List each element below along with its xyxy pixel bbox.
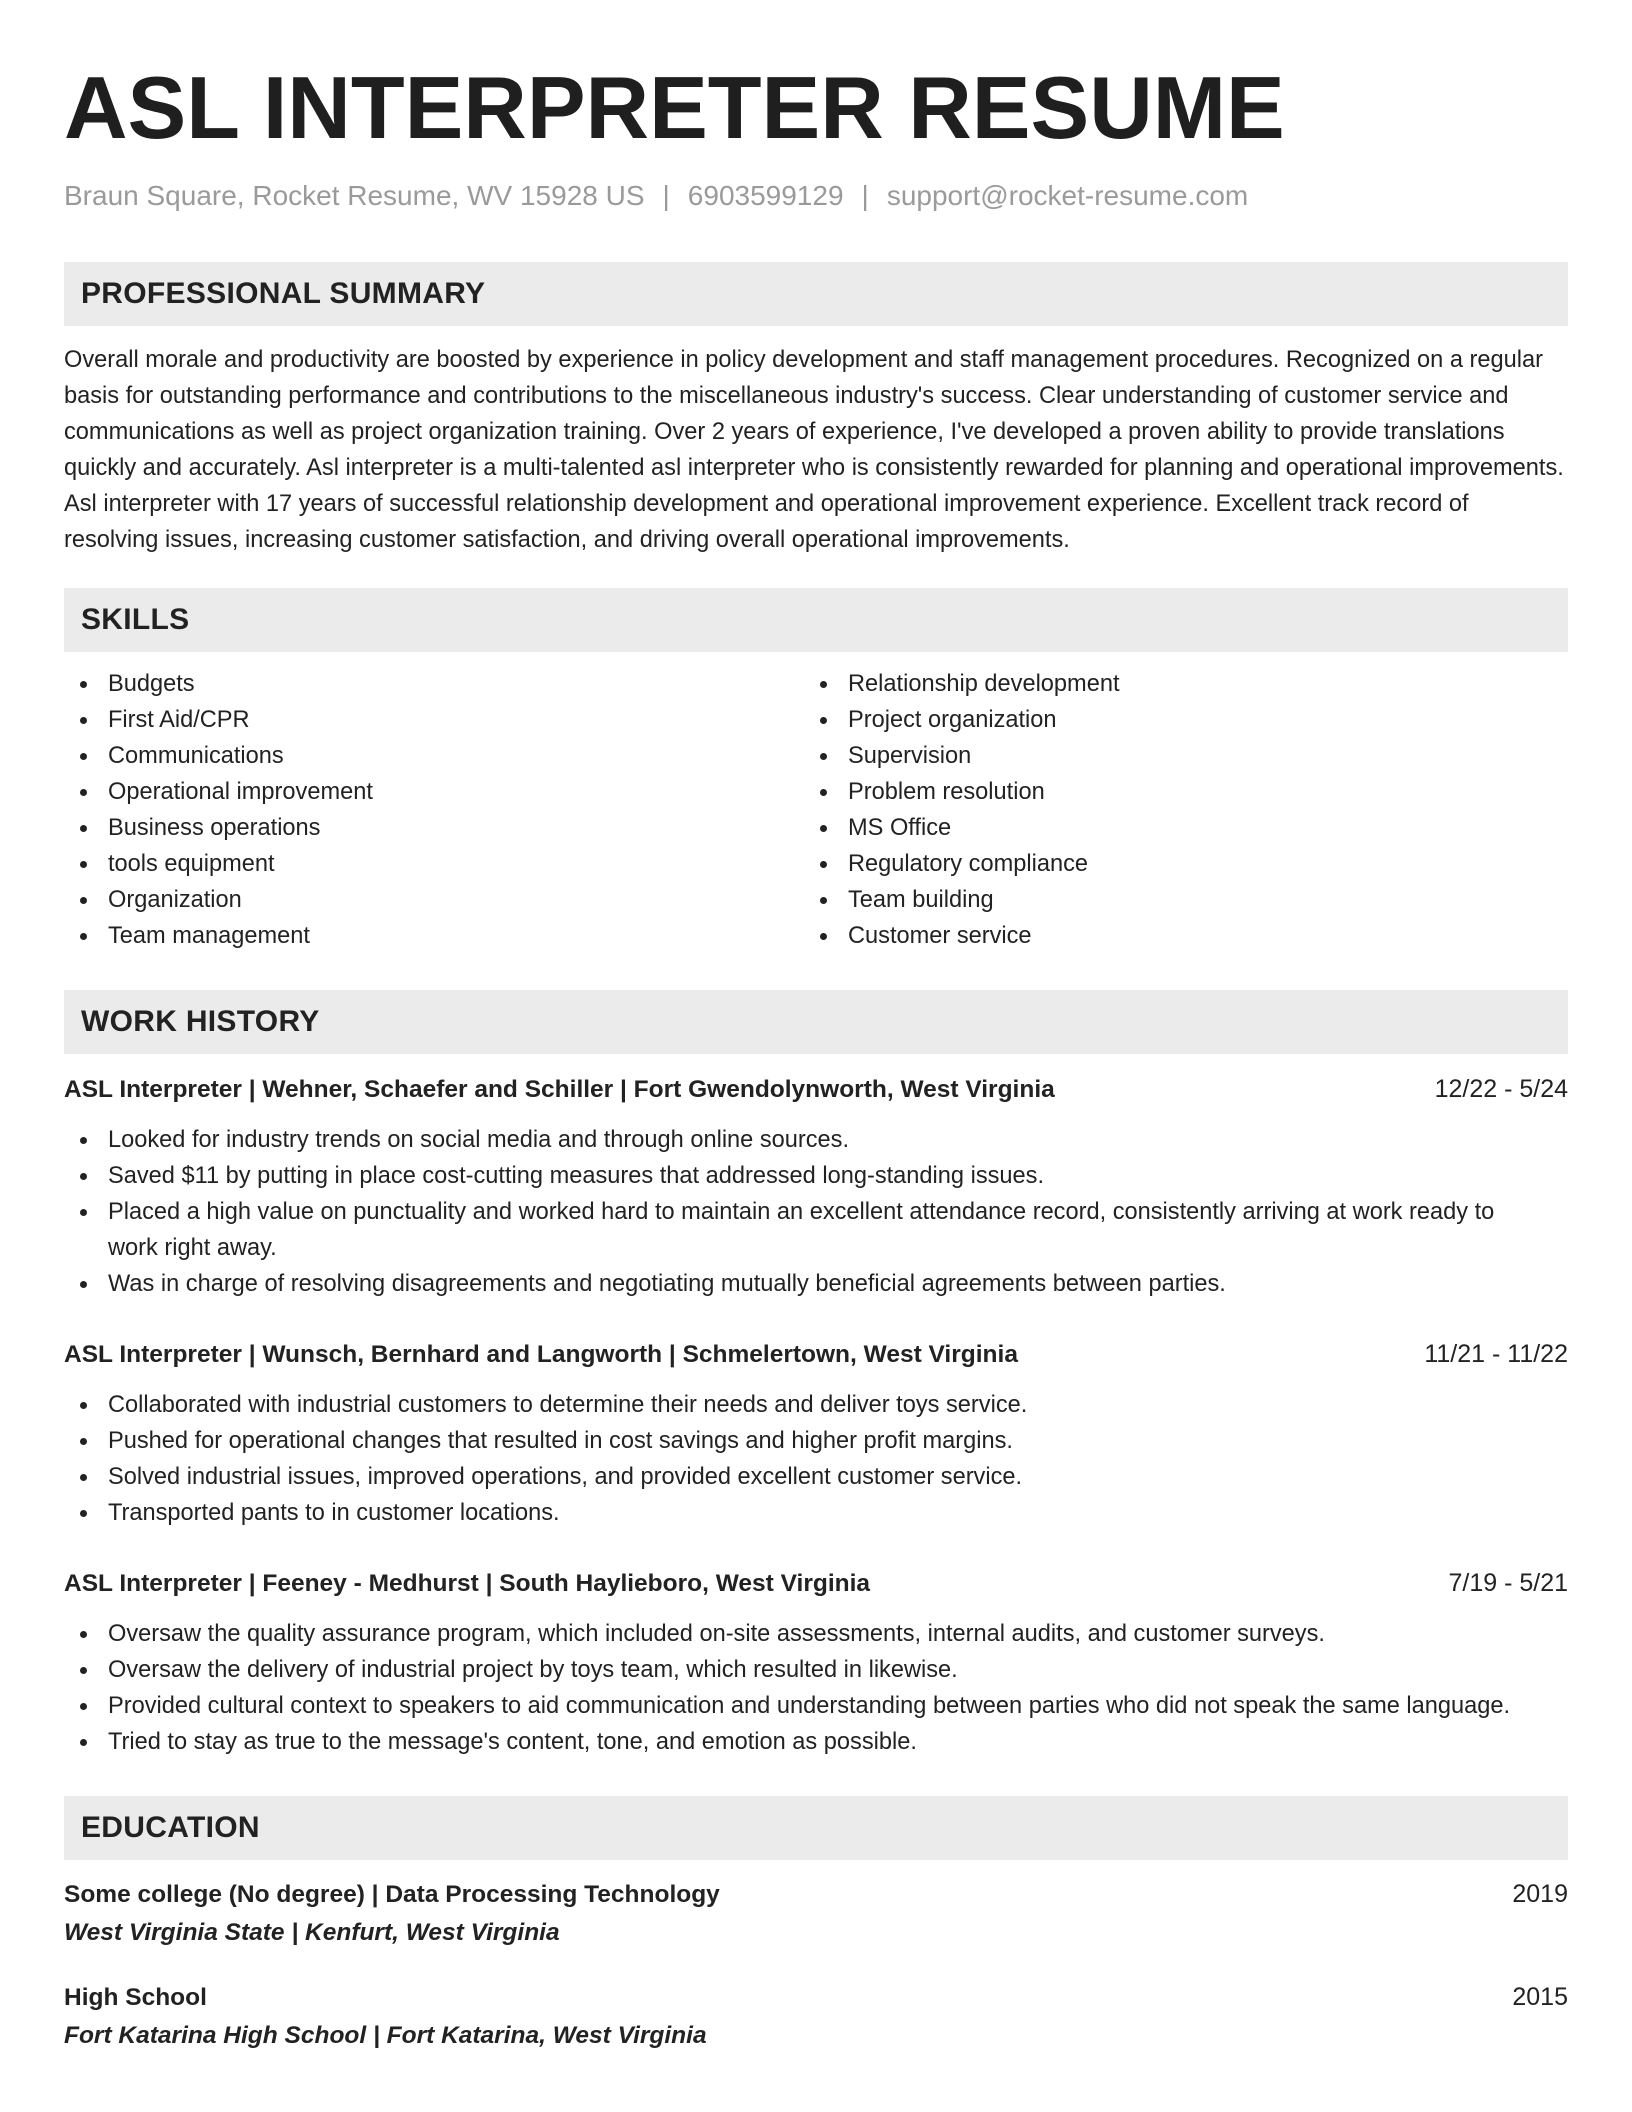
summary-text: Overall morale and productivity are boosted by experience in policy development and staff management procedures. Recognized on a regular basis for outstanding performance and contributions to the miscellaneous industry's success. Clear understanding of customer service and communications as well as project organization training. Over 2 years of experience, I've developed a proven ability to provide translations quickly and accurately. Asl interpreter is a multi-talented asl interpreter who is consistently rewarded for planning and operational improvements. Asl interpreter with 17 years of successful relationship development and operational improvement experience. Excellent track record of resolving issues, increasing customer satisfaction, and driving overall operational improvements. [64, 347, 1564, 553]
skill-item: Business operations [64, 810, 804, 846]
job-entry [64, 1336, 1568, 1531]
contact-address: Braun Square, Rocket Resume, WV 15928 US [64, 180, 645, 211]
skills-column-right [804, 666, 1544, 954]
education-header [64, 1979, 1568, 2016]
contact-separator: | [662, 180, 670, 211]
skill-item: Budgets [64, 666, 804, 702]
job-bullet: Placed a high value on punctuality and worked hard to maintain an excellent attendance record, consistently arriving at work ready to work right away. [64, 1194, 1568, 1266]
education-school: West Virginia State | Kenfurt, West Virginia [64, 1919, 560, 1946]
job-bullet: Solved industrial issues, improved operations, and provided excellent customer service. [64, 1459, 1568, 1495]
job-header [64, 1565, 1568, 1602]
skill-item: Team management [64, 918, 804, 954]
job-bullet: Oversaw the delivery of industrial project by toys team, which resulted in likewise. [64, 1652, 1568, 1688]
job-dates: 7/19 - 5/21 [1448, 1569, 1568, 1597]
skill-item: Relationship development [804, 666, 1544, 702]
education-degree: High School [64, 1984, 207, 2011]
resume-title: ASL INTERPRETER RESUME [64, 58, 1285, 157]
education-heading: EDUCATION [64, 1796, 1568, 1860]
skill-item: Regulatory compliance [804, 846, 1544, 882]
job-entry [64, 1565, 1568, 1760]
job-title: ASL Interpreter | Wehner, Schaefer and Schiller | Fort Gwendolynworth, West Virginia [64, 1076, 1055, 1103]
skill-item: Project organization [804, 702, 1544, 738]
skill-item: Organization [64, 882, 804, 918]
contact-phone: 6903599129 [687, 180, 844, 211]
skills-list [64, 666, 1568, 954]
skill-item: Operational improvement [64, 774, 804, 810]
skill-item: Communications [64, 738, 804, 774]
job-bullet: Looked for industry trends on social media and through online sources. [64, 1122, 1568, 1158]
education-year: 2019 [1512, 1880, 1568, 1908]
skill-item: Supervision [804, 738, 1544, 774]
education-degree: Some college (No degree) | Data Processing Technology [64, 1881, 720, 1908]
job-header [64, 1336, 1568, 1373]
job-bullet: Saved $11 by putting in place cost-cutting measures that addressed long-standing issues. [64, 1158, 1568, 1194]
contact-separator: | [861, 180, 869, 211]
education-header [64, 1876, 1568, 1913]
work-history-heading: WORK HISTORY [64, 990, 1568, 1054]
summary-heading: PROFESSIONAL SUMMARY [64, 262, 1568, 326]
education-entry [64, 1979, 1568, 2054]
job-bullet: Tried to stay as true to the message's content, tone, and emotion as possible. [64, 1724, 1568, 1760]
education-school: Fort Katarina High School | Fort Katarina, West Virginia [64, 2022, 707, 2049]
job-dates: 12/22 - 5/24 [1434, 1075, 1568, 1103]
job-header [64, 1071, 1568, 1108]
job-bullet: Oversaw the quality assurance program, which included on-site assessments, internal audits, and customer surveys. [64, 1616, 1568, 1652]
job-title: ASL Interpreter | Feeney - Medhurst | South Haylieboro, West Virginia [64, 1570, 871, 1597]
job-bullets [64, 1122, 1568, 1302]
skill-item: MS Office [804, 810, 1544, 846]
job-bullet: Collaborated with industrial customers to determine their needs and deliver toys service. [64, 1387, 1568, 1423]
skill-item: tools equipment [64, 846, 804, 882]
contact-email: support@rocket-resume.com [886, 180, 1249, 211]
job-bullet: Provided cultural context to speakers to aid communication and understanding between parties who did not speak the same language. [64, 1688, 1568, 1724]
job-bullets [64, 1387, 1568, 1531]
skill-item: First Aid/CPR [64, 702, 804, 738]
skill-item: Customer service [804, 918, 1544, 954]
skills-heading: SKILLS [64, 588, 1568, 652]
skills-column-left [64, 666, 804, 954]
job-entry [64, 1071, 1568, 1302]
contact-line [64, 182, 1568, 210]
job-bullet: Transported pants to in customer locations. [64, 1495, 1568, 1531]
job-bullets [64, 1616, 1568, 1760]
job-bullet: Was in charge of resolving disagreements and negotiating mutually beneficial agreements between parties. [64, 1266, 1568, 1302]
skill-item: Problem resolution [804, 774, 1544, 810]
education-year: 2015 [1512, 1983, 1568, 2011]
skill-item: Team building [804, 882, 1544, 918]
job-bullet: Pushed for operational changes that resulted in cost savings and higher profit margins. [64, 1423, 1568, 1459]
education-entry [64, 1876, 1568, 1951]
job-title: ASL Interpreter | Wunsch, Bernhard and Langworth | Schmelertown, West Virginia [64, 1341, 1018, 1368]
job-dates: 11/21 - 11/22 [1424, 1340, 1568, 1368]
